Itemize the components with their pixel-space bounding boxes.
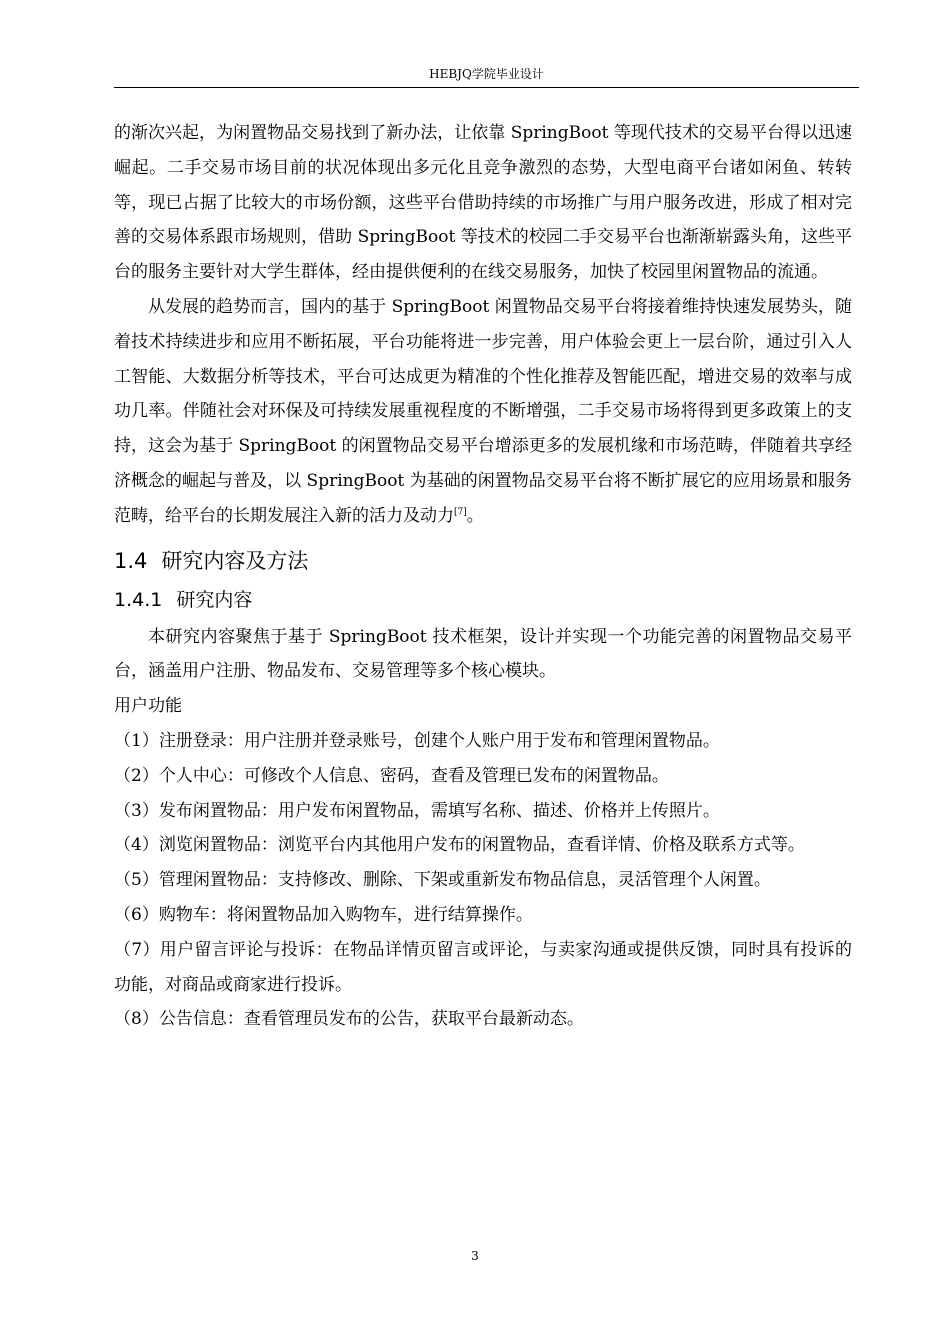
- function-item-4: （4）浏览闲置物品：浏览平台内其他用户发布的闲置物品，查看详情、价格及联系方式等。: [114, 835, 805, 856]
- header-divider: [114, 87, 859, 88]
- function-item-5: （5）管理闲置物品：支持修改、删除、下架或重新发布物品信息，灵活管理个人闲置。: [114, 870, 771, 891]
- subsection-title: 研究内容: [176, 588, 253, 611]
- page-header: HEBJQ学院毕业设计: [429, 67, 544, 81]
- function-item-3: （3）发布闲置物品：用户发布闲置物品，需填写名称、描述、价格并上传照片。: [114, 800, 720, 821]
- page-content: [114, 116, 852, 1037]
- citation-marker: [7]: [454, 507, 467, 518]
- body-paragraph-2: [114, 290, 852, 534]
- function-item-1: （1）注册登录：用户注册并登录账号，创建个人账户用于发布和管理闲置物品。: [114, 730, 720, 751]
- body-paragraph-2-end: 。: [466, 505, 484, 526]
- body-paragraph-2-text: 从发展的趋势而言，国内的基于 SpringBoot 闲置物品交易平台将接着维持快速发展势头，随着技术持续进步和应用不断拓展，平台功能将进一步完善，用户体验会更上一层台阶，通过引入人工智能、大数据分析等技术，平台可达成更为精准的个性化推荐及智能匹配，增进交易的效率与成功几率。伴随社会对环保及可持续发展重视程度的不断增强，二手交易市场将得到更多政策上的支持，这会为基于 SpringBoot 的闲置物品交易平台增添更多的发展机缘和市场范畴，伴随着共享经济概念的崛起与普及，以 SpringBoot 为基础的闲置物品交易平台将不断扩展它的应用场景和服务范畴，给平台的长期发展注入新的活力及动力: [114, 296, 852, 526]
- page-number: 3: [471, 1249, 479, 1263]
- section-number: 1.4: [114, 548, 148, 573]
- function-item-7: （7）用户留言评论与投诉：在物品详情页留言或评论，与卖家沟通或提供反馈，同时具有投诉的功能，对商品或商家进行投诉。: [114, 939, 852, 995]
- function-item-2: （2）个人中心：可修改个人信息、密码，查看及管理已发布的闲置物品。: [114, 765, 669, 786]
- body-paragraph-1: 的渐次兴起，为闲置物品交易找到了新办法，让依靠 SpringBoot 等现代技术的交易平台得以迅速崛起。二手交易市场目前的状况体现出多元化且竞争激烈的态势，大型电商平台诸如闲鱼、转转等，现已占据了比较大的市场份额，这些平台借助持续的市场推广与用户服务改进，形成了相对完善的交易体系跟市场规则，借助 SpringBoot 等技术的校园二手交易平台也渐渐崭露头角，这些平台的服务主要针对大学生群体，经由提供便利的在线交易服务，加快了校园里闲置物品的流通。: [114, 123, 852, 283]
- research-intro: 本研究内容聚焦于基于 SpringBoot 技术框架，设计并实现一个功能完善的闲置物品交易平台，涵盖用户注册、物品发布、交易管理等多个核心模块。: [114, 626, 852, 682]
- function-item-6: （6）购物车：将闲置物品加入购物车，进行结算操作。: [114, 904, 533, 925]
- subsection-number: 1.4.1: [114, 588, 163, 611]
- user-functions-label: 用户功能: [114, 696, 182, 717]
- section-heading: [114, 546, 852, 576]
- function-item-8: （8）公告信息：查看管理员发布的公告，获取平台最新动态。: [114, 1009, 584, 1030]
- subsection-heading: [114, 586, 852, 614]
- section-title: 研究内容及方法: [161, 548, 309, 573]
